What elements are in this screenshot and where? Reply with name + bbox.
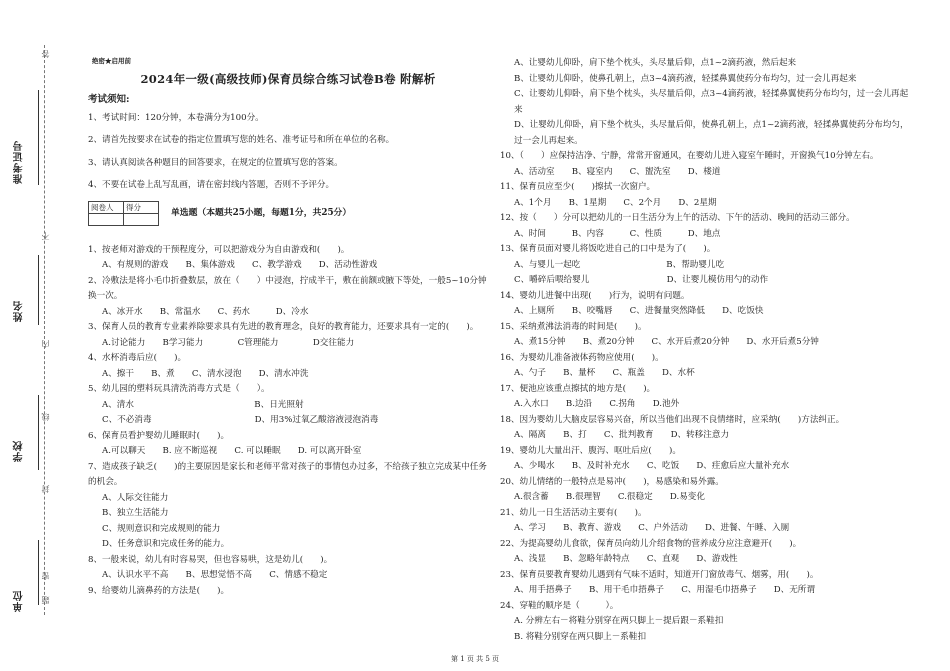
question-options: A.讨论能力 B学习能力 C管理能力 D交往能力 [102, 337, 355, 348]
question-options: A、活动室 B、寝室内 C、盥洗室 D、楼道 [514, 166, 721, 177]
seal-mark: 答 [41, 50, 50, 58]
question-options: A、隔离 B、打 C、批判教育 D、转移注意力 [514, 430, 730, 440]
question-options: C、不必消毒 D、用3%过氧乙酸溶液浸泡消毒 [102, 415, 379, 425]
score-area [88, 201, 488, 227]
seal-mark: 线 [41, 413, 50, 421]
question-text: 9、给婴幼儿滴鼻药的方法是( )。 [88, 585, 230, 596]
question-options: A、学习 B、教育、游戏 C、户外活动 D、进餐、午睡、入厕 [514, 523, 790, 533]
question-text: 2、冷敷法是将小毛巾折叠数层，放在（ ）中浸泡，拧成半干，敷在前额或腋下等处，一般5~10分钟换一次。 [88, 275, 487, 301]
question-text: 15、采纳煮沸法消毒的时间是( )。 [500, 321, 647, 332]
question-options: A、用手捂鼻子 B、用干毛巾捂鼻子 C、用湿毛巾捂鼻子 D、无所谓 [514, 585, 815, 595]
question-options: A、1个月 B、1星期 C、2个月 D、2星期 [514, 197, 717, 208]
question-options: B、让婴幼儿仰卧，使鼻孔朝上，点3~4滴药液，轻揉鼻翼使药分布均匀，过一会儿再起来 [514, 73, 857, 84]
unit-label: 单位 [14, 590, 25, 612]
question-options: A、上厕所 B、咬嘴唇 C、进餐量突然降低 D、吃饭快 [514, 306, 764, 316]
question-options: A、冰开水 B、常温水 C、药水 D、冷水 [102, 306, 309, 317]
exam-number-field[interactable] [38, 90, 39, 185]
score-header: 得分 [124, 202, 159, 214]
question-options: C、嚼碎后喂给婴儿 D、让婴儿模仿用勺的动作 [514, 275, 769, 285]
question-options: A、与婴儿一起吃 B、帮助婴儿吃 [514, 259, 725, 270]
right-column [500, 56, 910, 645]
question-list-left [88, 243, 488, 600]
question-text: 13、保育员面对婴儿将饭吃进自己的口中是为了( )。 [500, 244, 716, 254]
question-text: 3、保育人员的教育专业素养除要求具有先进的教育理念，良好的教育能力，还要求具有一定的( )。 [88, 322, 479, 332]
seal-mark: 题 [41, 596, 50, 604]
page-footer: 第 1 页 共 5 页 [450, 655, 500, 663]
exam-number-label: 准考证号 [14, 140, 25, 184]
seal-mark: 内 [41, 340, 50, 348]
question-text: 21、幼儿一日生活活动主要有( )。 [500, 507, 647, 518]
binding-margin [0, 0, 78, 671]
score-cell[interactable] [124, 214, 159, 226]
question-text: 12、按（ ）分可以把幼儿的一日生活分为上午的活动、下午的活动、晚间的活动三部分。 [500, 213, 855, 223]
question-options: D、让婴幼儿仰卧，肩下垫个枕头，头尽量后仰，使鼻孔朝上，点1~2滴药液，轻揉鼻翼使药分布均匀，过一会儿再起来。 [514, 120, 909, 146]
question-options: A、擦干 B、煮 C、清水浸泡 D、清水冲洗 [102, 368, 309, 379]
secret-mark: 绝密★启用前 [92, 57, 131, 65]
notice-heading: 考试须知: [88, 94, 130, 105]
question-options: A、少喝水 B、及时补充水 C、吃饭 D、疰愈后应大量补充水 [514, 461, 790, 471]
question-text: 4、水杯消毒后应( )。 [88, 353, 187, 363]
unit-field[interactable] [38, 540, 39, 605]
question-options: A、清水 B、日光照射 [102, 399, 304, 410]
notice-list [88, 111, 488, 194]
question-text: 16、为婴幼儿准备液体药物应使用( )。 [500, 352, 664, 363]
question-text: 1、按老师对游戏的干预程度分，可以把游戏分为自由游戏和( )。 [88, 244, 350, 255]
grader-header: 阅卷人 [89, 202, 124, 214]
question-options: A.可以聊天 B. 应不断巡视 C. 可以睡眠 D. 可以离开卧室 [102, 446, 362, 456]
question-text: 24、穿鞋的顺序是（ ）。 [500, 600, 619, 611]
question-text: 18、因为婴幼儿大脑皮层容易兴奋，所以当他们出现不良情绪时，应采纳( )方法纠正。 [500, 414, 845, 425]
question-text: 19、婴幼儿大量出汗、腹泻、呕吐后应( )。 [500, 445, 681, 456]
name-label: 姓名 [14, 300, 25, 322]
grader-cell[interactable] [89, 214, 124, 226]
question-text: 8、一般来说，幼儿有时容易哭，但也容易哄，这是幼儿( )。 [88, 554, 333, 565]
notice-item: 4、不要在试卷上乱写乱画，请在密封线内答题，否则不予评分。 [88, 180, 335, 190]
seal-mark: 封 [41, 485, 50, 493]
question-text: 10、（ ）应保持洁净、宁静，常常开窗通风，在婴幼儿进入寝室午睡时，开窗换气10分钟左右。 [500, 151, 879, 161]
seal-line [44, 45, 45, 615]
question-options: C、规则意识和完成规则的能力 [102, 523, 221, 534]
question-text: 17、便池应该重点擦拭的地方是( )。 [500, 383, 656, 394]
question-text: 6、保育员看护婴幼儿睡眠时( )。 [88, 430, 230, 441]
question-options: C、让婴幼儿仰卧，肩下垫个枕头，头尽量后仰，点3~4滴药液，轻揉鼻翼使药分布均匀，过一会儿再起来 [514, 89, 909, 115]
question-options: B. 将鞋分别穿在两只脚上－系鞋扣 [514, 631, 647, 642]
question-text: 5、幼儿园的塑料玩具清洗消毒方式是（ ）。 [88, 384, 270, 394]
question-options: A.很含蓄 B.很理智 C.很稳定 D.易变化 [514, 492, 705, 502]
page-title: 2024年一级(高级技师)保育员综合练习试卷B卷 附解析 [140, 72, 436, 86]
question-options: A、煮15分钟 B、煮20分钟 C、水开后煮20分钟 D、水开后煮5分钟 [514, 337, 819, 347]
section-title: 单选题（本题共25小题，每题1分，共25分） [171, 207, 352, 218]
question-text: 22、为提高婴幼儿食欲，保育员向幼儿介绍食物的营养成分应注意避开( )。 [500, 538, 802, 549]
score-table [88, 201, 159, 226]
name-field[interactable] [38, 255, 39, 325]
seal-mark: 不 [41, 232, 50, 240]
school-field[interactable] [38, 395, 39, 470]
notice-item: 2、请首先按要求在试卷的指定位置填写您的姓名、准考证号和所在单位的名称。 [88, 135, 395, 145]
question-options: A、有规则的游戏 B、集体游戏 C、教学游戏 D、活动性游戏 [102, 260, 378, 270]
question-options: A、时间 B、内容 C、性质 D、地点 [514, 228, 721, 239]
question-options: A、勺子 B、量杯 C、瓶盖 D、水杯 [514, 368, 695, 378]
notice-item: 3、请认真阅读各种题目的回答要求，在规定的位置填写您的答案。 [88, 157, 343, 168]
question-text: 7、造成孩子缺乏( )的主要原因是家长和老师平常对孩子的事情包办过多，不给孩子独立完成某中任务的机会。 [88, 461, 487, 487]
question-options: A、人际交往能力 [102, 492, 169, 503]
question-text: 14、婴幼儿进餐中出现( )行为，说明有问题。 [500, 290, 690, 301]
notice-item: 1、考试时间：120分钟，本卷满分为100分。 [88, 112, 264, 123]
question-options: A、认识水平不高 B、思想觉悟不高 C、情感不稳定 [102, 570, 328, 580]
question-options: A、浅显 B、忽略年龄特点 C、直观 D、游戏性 [514, 554, 738, 564]
question-options: A. 分辨左右－将鞋分别穿在两只脚上－提后跟－系鞋扣 [514, 616, 724, 626]
school-label: 学校 [14, 440, 25, 462]
question-text: 23、保育员要教育婴幼儿遇到有气味不适时，知道开门窗放毒气、烟雾，用( )。 [500, 569, 819, 580]
question-text: 11、保育员应至少( )擦拭一次窗户。 [500, 182, 656, 192]
question-options: D、任务意识和完成任务的能力。 [102, 539, 230, 549]
left-column [88, 56, 488, 599]
question-options: B、独立生活能力 [102, 508, 169, 518]
seal-mark: 密 [41, 572, 50, 580]
question-text: 20、幼儿情绪的一般特点是易冲( )，易感染和易外露。 [500, 476, 724, 487]
question-options: A、让婴幼儿仰卧，肩下垫个枕头，头尽量后仰，点1~2滴药液，然后起来 [514, 58, 797, 68]
question-options: A.入水口 B.边沿 C.拐角 D.池外 [514, 399, 680, 409]
